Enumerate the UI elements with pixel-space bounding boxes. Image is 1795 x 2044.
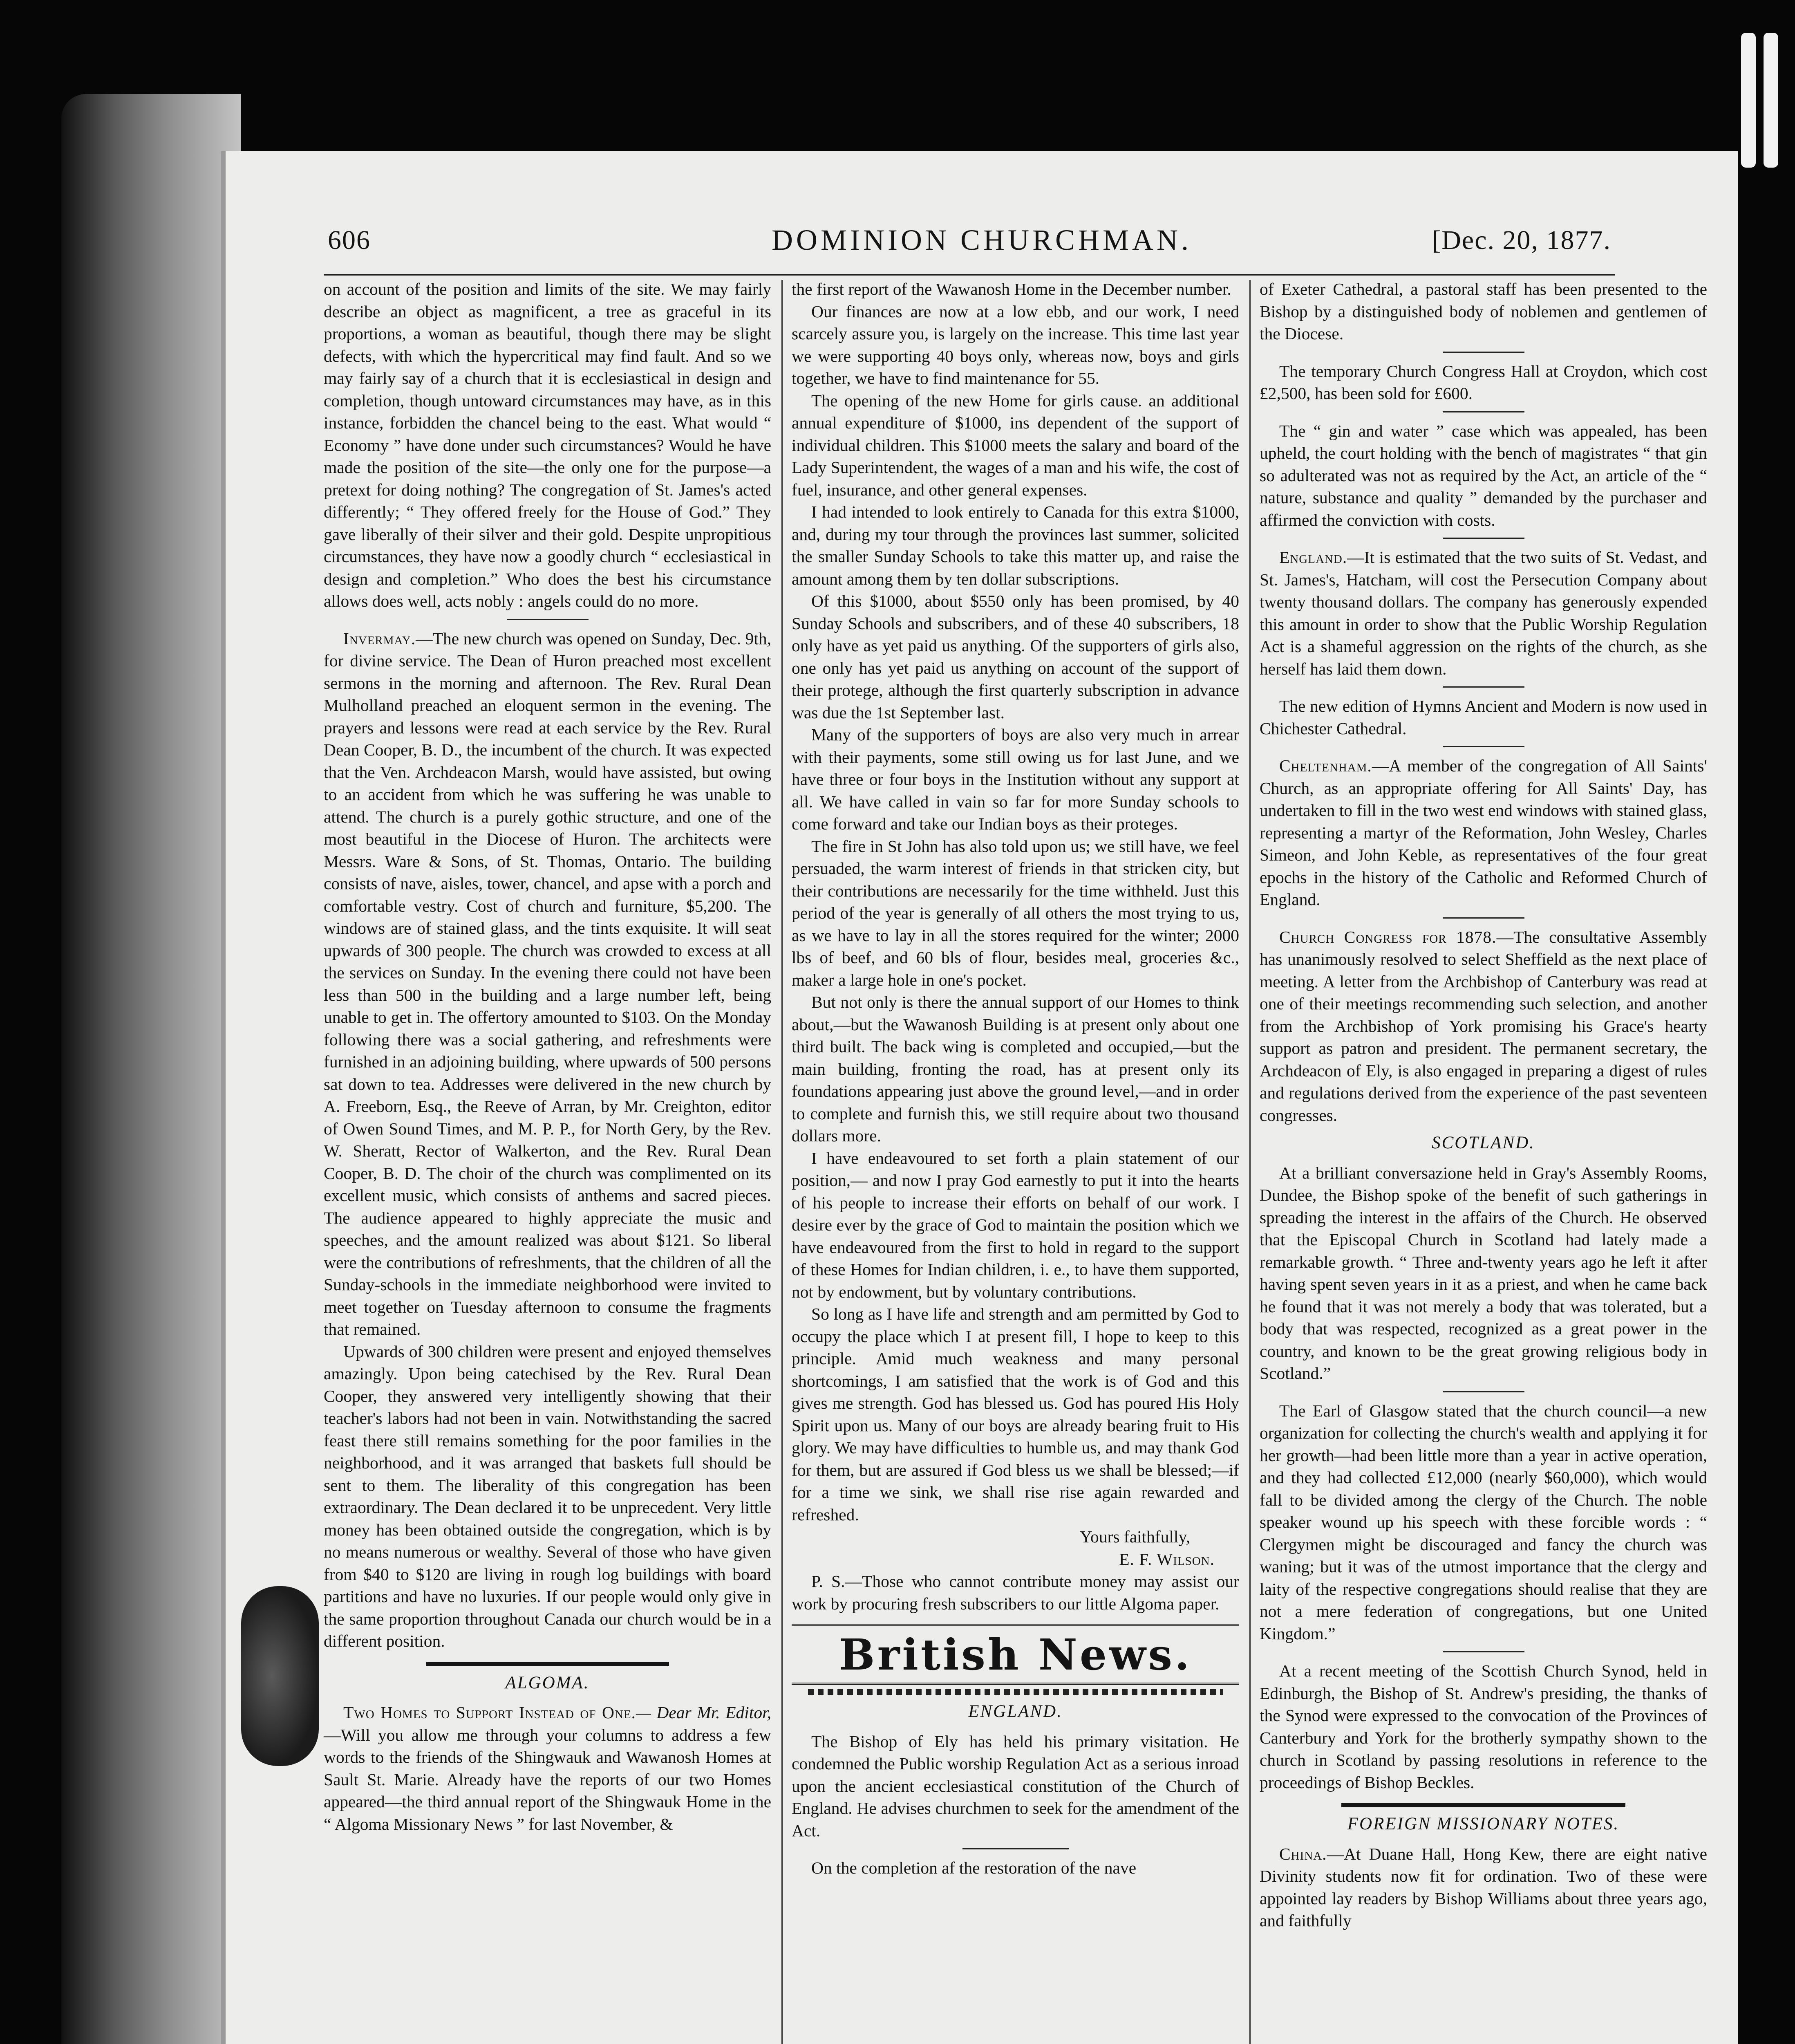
page-header <box>226 217 1738 270</box>
film-marker-top-2 <box>1764 33 1778 168</box>
lead-invermay: Invermay. <box>343 629 416 648</box>
short-rule <box>1443 1391 1524 1392</box>
column-1 <box>324 278 771 2044</box>
col3-paragraph: of Exeter Cathedral, a pastoral staff has been presented to the Bishop by a distinguished body of noblemen and gentlemen of the Diocese. <box>1260 280 1707 343</box>
col2-paragraph: the first report of the Wawanosh Home in the December number. <box>792 280 1231 298</box>
col2-paragraph: Many of the supporters of boys are also very much in arrear with their payments, some still owing us for last June, and we have three or four boys in the Institution without any support at all. We have called in vain so far for more Sunday schools to come forward and take our Indian boys as their proteges. <box>792 725 1239 833</box>
col3-paragraph: The new edition of Hymns Ancient and Modern is now used in Chichester Cathedral. <box>1260 697 1707 738</box>
col2-paragraph: The fire in St John has also told upon us; we still have, we feel persuaded, the warm interest of friends in that stricken city, but their contributions are necessarily for the time withheld. Just this period of the year is generally of all others the most trying to us, as we have to lay in all the stores required for the winter; 2000 lbs of beef, and 60 bls of flour, besides meal, groceries &c., maker a large hole in one's pocket. <box>792 836 1239 989</box>
col3-paragraph-china <box>1260 1843 1707 1932</box>
col2-paragraph: The opening of the new Home for girls cause. an additional annual expenditure of $1000, ins dependent of the support of individual children. This $1000 meets the salary and board of the Lady Superintendent, the wages of a man and his wife, the cost of fuel, insurance, and other general expenses. <box>792 391 1239 499</box>
col2-paragraph: The Bishop of Ely has held his primary visitation. He condemned the Public worship Regulation Act as a serious inroad upon the ancient ecclesiastical constitution of the Church of England. He advises churchmen to seek for the amendment of the Act. <box>792 1732 1239 1840</box>
col2-paragraph: So long as I have life and strength and am permitted by God to occupy the place which I at present fill, I hope to keep to this principle. Amid much weakness and many personal shortcomings, I am satisfied that the work is of God and this gives me strength. God has blessed us. God has poured His Holy Spirit upon us. Many of our boys are already bearing fruit to His glory. We may have difficulties to humble us, and may thank God for them, but are assured if God bless us we shall be blessed;—if for a time we sink, we shall rise rise again rewarded and refreshed. <box>792 1304 1239 1524</box>
column-divider-2 <box>1249 280 1251 2044</box>
col3-paragraph: The temporary Church Congress Hall at Croydon, which cost £2,500, has been sold for £600. <box>1260 361 1707 403</box>
col2-paragraph: I had intended to look entirely to Canada for this extra $1000, and, during my tour through the provinces last summer, solicited the smaller Sunday Schools to take this matter up, and raise the amount among them by ten dollar subscriptions. <box>792 502 1239 588</box>
page-number: 606 <box>328 225 371 255</box>
letter-signature: E. F. Wilson. <box>1119 1549 1215 1569</box>
british-news-title: British News. <box>839 1629 1192 1680</box>
british-news-banner <box>792 1624 1239 1685</box>
col1-paragraph-algoma <box>324 1701 771 1835</box>
col2-paragraph: On the completion af the restoration of the nave <box>811 1858 1137 1877</box>
heading-scotland: SCOTLAND. <box>1432 1133 1535 1152</box>
col3-england-body: —It is estimated that the two suits of St. Vedast, and St. James's, Hatcham, will cost the Persecution Company about twenty thousand dollars. The company has generously expended this amount in order to show that the Public Worship Regulation Act is a shameful aggression on the rights of the church, as she herself has laid them down. <box>1260 548 1707 678</box>
lead-church-congress: Church Congress for 1878. <box>1279 927 1497 946</box>
short-rule <box>1443 411 1524 412</box>
lead-china: China. <box>1279 1844 1327 1863</box>
col3-paragraph: The Earl of Glasgow stated that the church council—a new organization for collecting the church's wealth and applying it for her growth—had been little more than a year in active operation, and they had collected £12,000 (nearly $60,000), which would fall to be divided among the clergy of the Church. The noble speaker wound up his speech with these forcible words : “ Clergymen might be discouraged and fancy the church was waning; but it was of the utmost importance that the clergy and laity of the respective congregations should realise that they are not a mere federation of congregations, but one United Kingdom.” <box>1260 1401 1707 1643</box>
short-rule <box>1443 1651 1524 1652</box>
col3-china-body: —At Duane Hall, Hong Kew, there are eight native Divinity students now fit for ordination. Two of these were appointed lay readers by Bishop Williams about three years ago, and faithfully <box>1260 1844 1707 1930</box>
section-rule <box>1341 1803 1625 1807</box>
lead-cheltenham: Cheltenham. <box>1279 756 1372 775</box>
col3-paragraph-congress <box>1260 926 1707 1127</box>
heading-algoma: ALGOMA. <box>505 1673 590 1692</box>
col1-paragraph: on account of the position and limits of the site. We may fairly describe an object as magnificent, a tree as graceful in its proportions, a woman as beautiful, though there may be slight defects, with which the hypercritical may find fault. And so we may fairly say of a church that it is ecclesiastical in design and completion, though untoward circumstances may have, as in this instance, forbidden the chancel being to the east. What would “ Economy ” have done under such circumstances? Would he have made the position of the site—the only one for the purpose—a pretext for doing nothing? The congregation of St. James's acted differently; “ They offered freely for the House of God.” They gave liberally of their silver and their gold. Despite unpropitious circumstances, they have now a goodly church “ ecclesiastical in design and completion.” Who does the best his circumstance allows does well, acts nobly : angels could do no more. <box>324 280 771 610</box>
header-rule <box>324 274 1615 276</box>
short-rule <box>962 1848 1069 1849</box>
issue-date: [Dec. 20, 1877. <box>1432 225 1611 255</box>
col3-paragraph-england <box>1260 546 1707 680</box>
col3-cheltenham-body: —A member of the congregation of All Saints' Church, as an appropriate offering for All Saints' Day, has undertaken to fill in the two west end windows with stained glass, representing a martyr of the Reformation, John Wesley, Charles Simeon, and John Keble, as representatives of the four great epochs in the history of the Catholic and Reformed Church of England. <box>1260 756 1707 909</box>
short-rule <box>507 619 589 620</box>
short-rule <box>1443 746 1524 747</box>
col3-paragraph: At a recent meeting of the Scottish Church Synod, held in Edinburgh, the Bishop of St. Andrew's presiding, the thanks of the Synod were expressed to the convocation of the Provinces of Canterbury and York for the brotherly sympathy shown to the church in Scotland by passing resolutions in reference to the proceedings of Bishop Beckles. <box>1260 1661 1707 1792</box>
film-marker-top-1 <box>1741 33 1756 168</box>
col2-paragraph: I have endeavoured to set forth a plain statement of our position,— and now I pray God earnestly to put it into the hearts of his people to increase their efforts on behalf of our work. I desire ever by the grace of God to maintain the position which we have endeavoured from the first to hold in regard to the support of these Homes for Indian children, i. e., to have them supported, not by endowment, but by voluntary contributions. <box>792 1148 1239 1301</box>
short-rule <box>1443 538 1524 539</box>
section-rule <box>426 1662 669 1666</box>
heading-foreign-missionary-notes: FOREIGN MISSIONARY NOTES. <box>1347 1814 1620 1833</box>
short-rule <box>1443 917 1524 919</box>
col3-paragraph-cheltenham <box>1260 755 1707 911</box>
book-page-edges <box>61 94 241 2044</box>
col2-paragraph: Our finances are now at a low ebb, and our work, I need scarcely assure you, is largely on the increase. This time last year we were supporting 40 boys only, whereas now, boys and girls together, we have to find maintenance for 55. <box>792 302 1239 388</box>
dear-editor: — Dear Mr. Editor, <box>636 1703 771 1722</box>
short-rule <box>1443 686 1524 688</box>
col3-paragraph: The “ gin and water ” case which was appealed, has been upheld, the court holding with the bench of magistrates “ that gin so adulterated was not as required by the Act, an article of the “ nature, substance and quality ” demanded by the purchaser and affirmed the conviction with costs. <box>1260 421 1707 529</box>
short-rule <box>1443 352 1524 353</box>
col1-paragraph-invermay <box>324 628 771 1340</box>
col2-paragraph: Of this $1000, about $550 only has been promised, by 40 Sunday Schools and subscribers, and of these 40 subscribers, 18 only have as yet paid us anything. Of the supporters of girls also, one only has yet paid us anything on account of the support of their protege, although the first quarterly subscription in advance was due the 1st September last. <box>792 592 1239 722</box>
thumb-shadow <box>241 1586 319 1766</box>
col1-paragraph: Upwards of 300 children were present and enjoyed themselves amazingly. Upon being catechised by the Rev. Rural Dean Cooper, they answered very intelligently showing that their teacher's labors had not been in vain. Notwithstanding the sacred feast there still remains something for the poor families in the neighborhood, and it was arranged that baskets full should be sent to them. The liberality of this congregation has been extraordinary. The Dean declared it to be unprecedent. Very little money has been obtained outside the congregation, which is by no means numerous or wealthy. Several of those who have given from $40 to $120 are living in rough log buildings with board partitions and have no luxuries. If our people would only give in the same proportion throughout Canada our church would be in a different position. <box>324 1342 771 1650</box>
col3-paragraph: At a brilliant conversazione held in Gray's Assembly Rooms, Dundee, the Bishop spoke of the benefit of such gatherings in spreading the interest in the affairs of the Church. He observed that the Episcopal Church in Scotland had lately made a remarkable growth. “ Three and-twenty years ago he left it after having spent seven years in it as a priest, and when he came back he found that it was not merely a body that was tolerated, but a body that was respected, recognized as a great power in the country, and known to be the great growing religious body in Scotland.” <box>1260 1163 1707 1383</box>
lead-england: England. <box>1279 548 1347 567</box>
column-divider-1 <box>781 280 783 2044</box>
column-2 <box>792 278 1239 2044</box>
col2-paragraph: But not only is there the annual support of our Homes to think about,—but the Wawanosh Building is at present only about one third built. The back wing is completed and occupied,—but the main building, fronting the road, has at present only its foundations appearing just above the ground level,—and in order to complete and furnish this, we still require about two thousand dollars more. <box>792 993 1239 1145</box>
col2-postscript: P. S.—Those who cannot contribute money may assist our work by procuring fresh subscribers to our little Algoma paper. <box>792 1572 1239 1613</box>
lead-two-homes: Two Homes to Support Instead of One. <box>343 1703 636 1722</box>
ornamental-rule <box>808 1689 1223 1695</box>
col1-algoma-body: —Will you allow me through your columns to address a few words to the friends of the Shingwauk and Wawanosh Homes at Sault St. Marie. Already have the reports of our two Homes appeared—the third annual report of the Shingwauk Home in the “ Algoma Missionary News ” for last November, & <box>324 1725 771 1833</box>
letter-closing: Yours faithfully, <box>1080 1527 1190 1546</box>
column-3 <box>1260 278 1707 2044</box>
col1-invermay-body: —The new church was opened on Sunday, Dec. 9th, for divine service. The Dean of Huron preached most excellent sermons in the morning and afternoon. The Rev. Rural Dean Mulholland preached an eloquent sermon in the evening. The prayers and lessons were read at each service by the Rev. Rural Dean Cooper, B. D., the incumbent of the church. It was expected that the Ven. Archdeacon Marsh, would have assisted, but owing to an accident from which he was suffering he was unable to attend. The church is a purely gothic structure, and one of the most beautiful in the Diocese of Huron. The architects were Messrs. Ware & Sons, of St. Thomas, Ontario. The building consists of nave, aisles, tower, chancel, and apse with a porch and comfortable vestry. Cost of church and furniture, $5,200. The windows are of stained glass, and the tints exquisite. It will seat upwards of 300 people. The church was crowded to excess at all the services on Sunday. In the evening there could not have been less than 500 in the building and a large number left, being unable to get in. The offertory amounted to $103. On the Monday following there was a social gathering, and refreshments were furnished in an adjoining building, where upwards of 500 persons sat down to tea. Addresses were delivered in the new church by A. Freeborn, Esq., the Reeve of Arran, by Mr. Creighton, editor of Owen Sound Times, and M. P. P., for North Gery, by the Rev. W. Sheratt, Rector of Walkerton, and the Rev. Rural Dean Cooper, B. D. The choir of the church was complimented on its excellent music, which consists of anthems and sacred pieces. The audience appeared to highly appreciate the music and speeches, and the amount realized was about $121. So liberal were the contributions of refreshments, that the children of all the Sunday-schools in the immediate neighborhood were invited to meet together on Tuesday afternoon to consume the fragments that remained. <box>324 629 771 1338</box>
newspaper-page <box>221 151 1738 2044</box>
publication-title: DOMINION CHURCHMAN. <box>771 224 1192 256</box>
heading-england: ENGLAND. <box>968 1702 1063 1721</box>
col3-congress-body: —The consultative Assembly has unanimously resolved to select Sheffield as the next place of meeting. A letter from the Archbishop of Canterbury was read at one of their meetings recommending such selection, and another from the Archbishop of York promising his Grace's hearty support as patron and president. The permanent secretary, the Archdeacon of Ely, is also engaged in preparing a digest of rules and regulations derived from the experience of the past seventeen congresses. <box>1260 927 1707 1125</box>
